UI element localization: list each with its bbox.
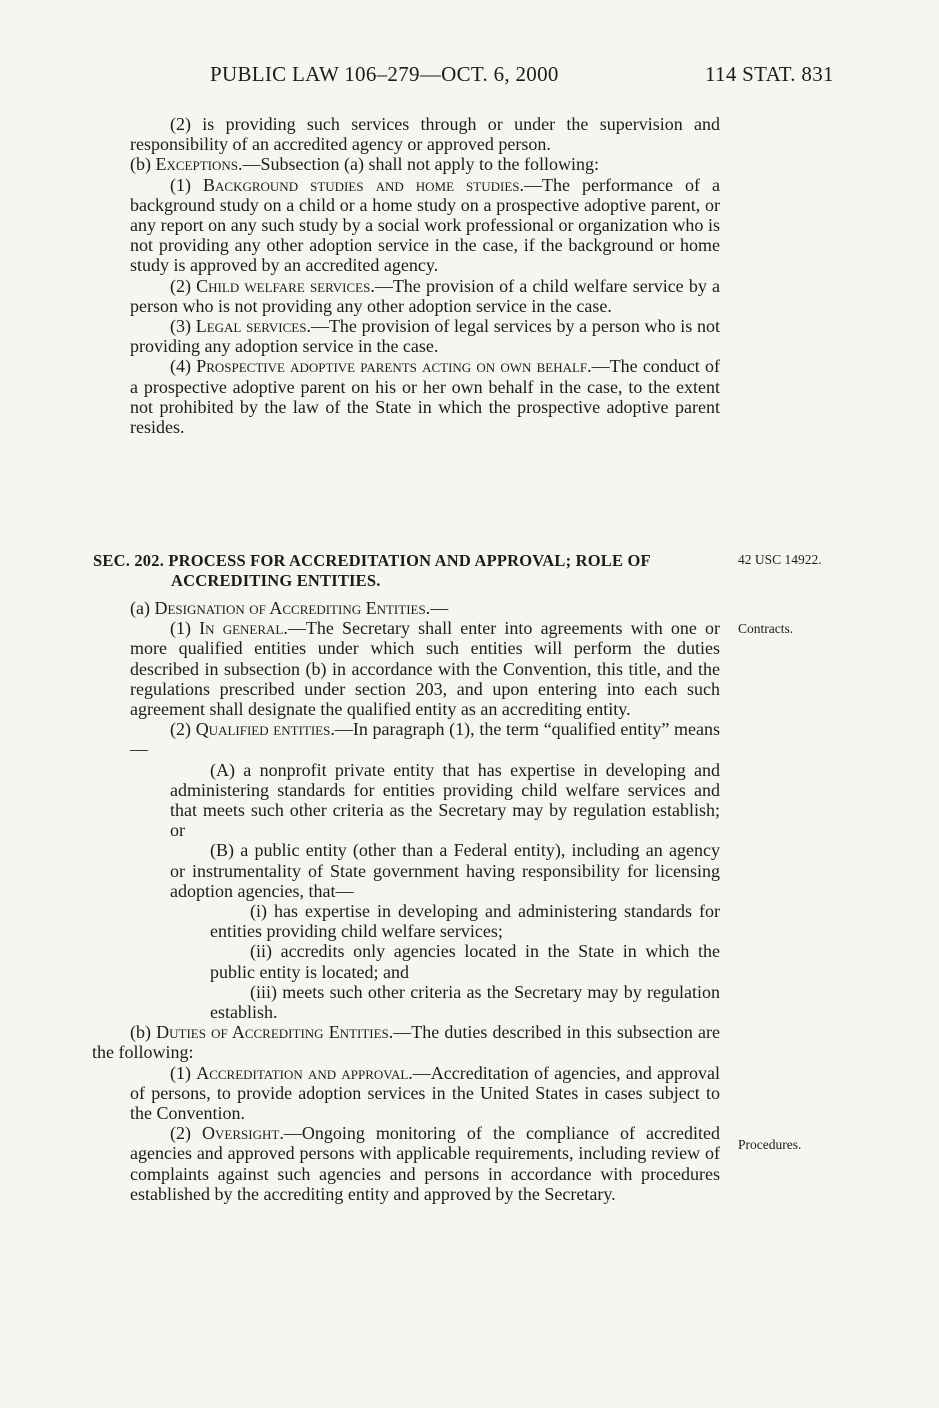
margin-note-procedures: Procedures. xyxy=(738,1137,802,1152)
paragraph-heading: Accreditation and approval xyxy=(196,1062,409,1083)
paragraph-a2-qualified: (2) Qualified entities.—In paragraph (1), the term “qualified entity” means— xyxy=(130,719,720,760)
paragraph-heading: Qualified entities xyxy=(195,719,331,740)
section-202-heading: SEC. 202. PROCESS FOR ACCREDITATION AND APPROVAL; ROLE OF ACCREDITING ENTITIES. xyxy=(93,551,651,590)
subparagraph-B: (B) a public entity (other than a Federal entity), including an agency or instrumentality of State government having responsibility for licensing adoption agencies, that— xyxy=(170,840,720,901)
subsection-b-exceptions: (b) Exceptions.—Subsection (a) shall not apply to the following: xyxy=(130,154,599,175)
clause-ii: (ii) accredits only agencies located in the State in which the public entity is located; and xyxy=(210,941,720,982)
paragraph-b4: (4) Prospective adoptive parents acting on own behalf.—The conduct of a prospective adoptive parent on his or her own behalf in the case, to the extent not prohibited by the law of the State in which the prospective adoptive parent resides. xyxy=(130,356,720,438)
paragraph-heading: Prospective adoptive parents acting on own behalf xyxy=(196,356,588,377)
paragraph-b1: (1) Background studies and home studies.—The performance of a background study on a child or a home study on a prospective adoptive parent, or any report on any such study by a social work professional or organization who is not providing any other adoption service in the case, if the background or home study is approved by an accredited agency. xyxy=(130,174,720,276)
subsection-heading: Duties of Accrediting Entities xyxy=(156,1022,389,1043)
paragraph-a2: (2) is providing such services through or under the supervision and responsibility of an accredited agency or approved person. xyxy=(130,114,720,155)
paragraph-heading: Legal services xyxy=(195,316,307,337)
clause-i: (i) has expertise in developing and administering standards for entities providing child welfare services; xyxy=(210,901,720,942)
margin-note-contracts: Contracts. xyxy=(738,621,794,636)
paragraph-a1-general: (1) In general.—The Secretary shall enter into agreements with one or more qualified entities under which such entities will perform the duties described in subsection (b) in accordance with the Convention, this title, and the regulations prescribed under section 203, and upon entering into each such agreement shall designate the qualified entity as an accrediting entity. xyxy=(130,618,720,720)
subsection-a-designation: (a) Designation of Accrediting Entities.— xyxy=(130,598,449,618)
statute-page-number: 114 STAT. 831 xyxy=(705,62,834,86)
subsection-heading: Exceptions xyxy=(155,154,239,175)
paragraph-heading: Oversight xyxy=(202,1123,280,1144)
paragraph-b2: (2) Child welfare services.—The provision of a child welfare service by a person who is not providing any other adoption service in the case. xyxy=(130,275,720,316)
section-text-bottom xyxy=(92,598,721,1204)
section-text-top xyxy=(130,114,720,437)
paragraph-b3: (3) Legal services.—The provision of legal services by a person who is not providing any adoption service in the case. xyxy=(130,316,720,357)
paragraph-heading: Child welfare services xyxy=(196,275,371,296)
paragraph-heading: In general xyxy=(199,618,284,639)
subparagraph-A: (A) a nonprofit private entity that has expertise in developing and administering standards for entities providing child welfare services and that meets such other criteria as the Secretary may by regulation establish; or xyxy=(170,759,720,841)
margin-note-usc: 42 USC 14922. xyxy=(738,552,822,567)
subsection-b-duties: (b) Duties of Accrediting Entities.—The duties described in this subsection are the following: xyxy=(92,1022,721,1063)
subsection-heading: Designation of Accrediting Entities xyxy=(154,598,426,618)
clause-iii: (iii) meets such other criteria as the Secretary may by regulation establish. xyxy=(210,981,720,1023)
paragraph-bb2: (2) Oversight.—Ongoing monitoring of the compliance of accredited agencies and approved persons with applicable requirements, including review of complaints against such agencies and persons in accordance with procedures established by the accrediting entity and approved by the Secretary. xyxy=(130,1123,720,1204)
paragraph-heading: Background studies and home studies xyxy=(203,174,520,195)
paragraph-bb1: (1) Accreditation and approval.—Accreditation of agencies, and approval of persons, to provide adoption services in the United States in cases subject to the Convention. xyxy=(130,1062,720,1124)
running-header: PUBLIC LAW 106–279—OCT. 6, 2000 xyxy=(210,62,559,86)
